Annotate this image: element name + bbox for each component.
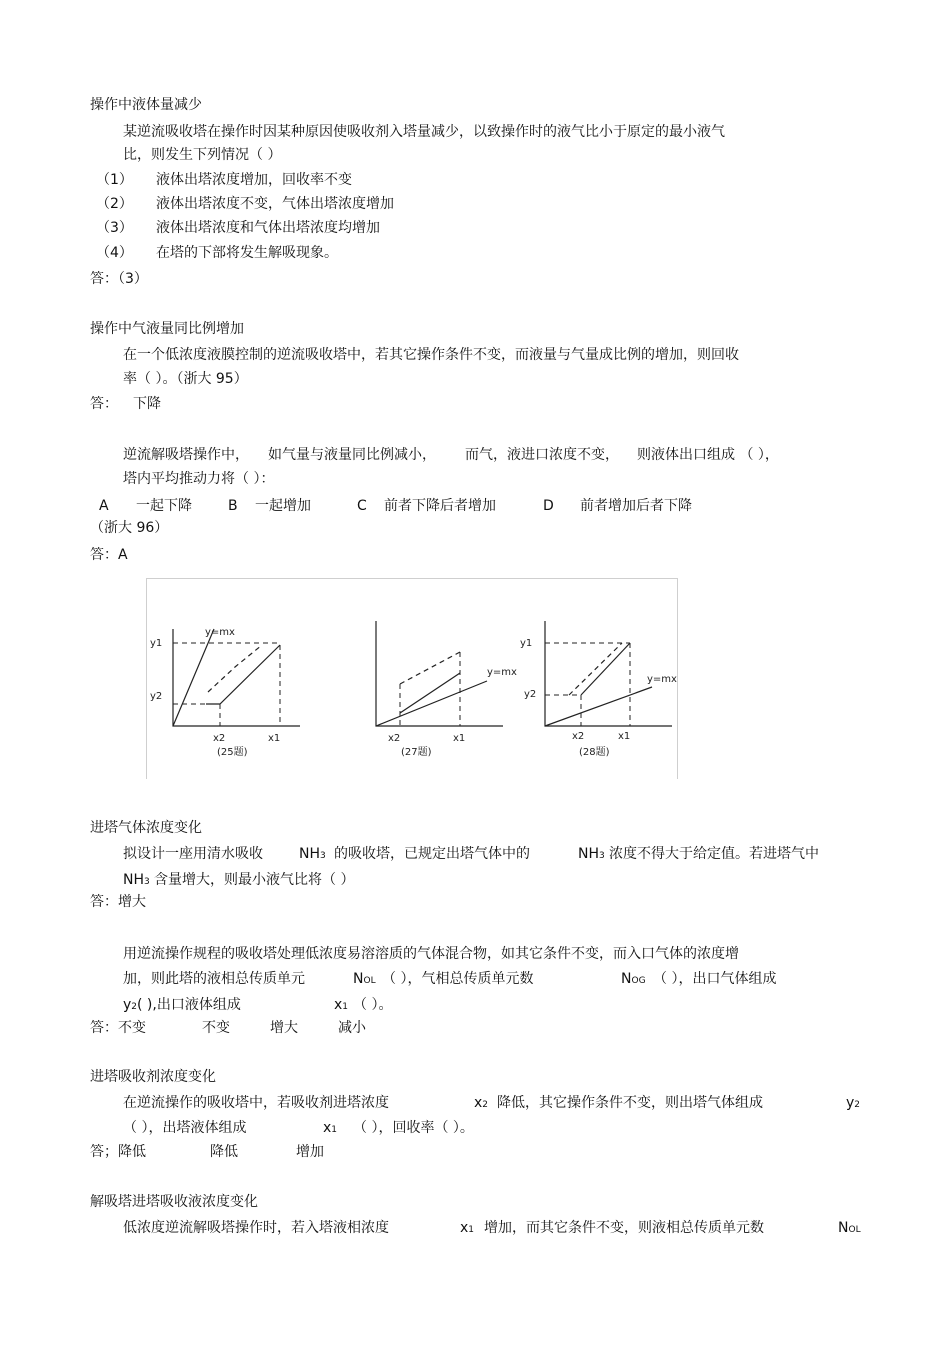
x2-label: x2 (213, 733, 226, 744)
choice-text: 一起增加 (255, 498, 311, 514)
question-text: 用逆流操作规程的吸收塔处理低浓度易溶溶质的气体混合物，如其它条件不变，而入口气体的浓度增 (123, 946, 739, 962)
new-operating-line-28 (569, 643, 622, 695)
choice-text: 一起下降 (136, 498, 192, 514)
new-operating-line-25 (208, 645, 262, 692)
option-text: 液体出塔浓度增加，回收率不变 (156, 172, 352, 188)
equilibrium-label: y=mx (647, 674, 677, 685)
answer-text: 答；降低 (90, 1144, 146, 1160)
question-text: （ ），出口气体组成 (653, 971, 777, 987)
question-text: 在逆流操作的吸收塔中，若吸收剂进塔浓度 (123, 1095, 389, 1111)
equilibrium-label: y=mx (487, 667, 517, 678)
option-number: （4） (96, 245, 133, 261)
question-text: 某逆流吸收塔在操作时因某种原因使吸收剂入塔量减少，以致操作时的液气比小于原定的最小液气 (123, 124, 725, 140)
question-text: 比，则发生下列情况（ ） (123, 147, 282, 163)
question-text: 率（ ）。（浙大 95） (123, 371, 248, 387)
x2-label: x2 (388, 733, 401, 744)
question-text: （ ），回收率（ ）。 (353, 1120, 474, 1136)
question-text: 降低，其它操作条件不变，则出塔气体组成 (497, 1095, 763, 1111)
question-text: 则液体出口组成 （ ）， (637, 447, 779, 463)
figure-caption: (27题) (401, 747, 432, 758)
answer-text: 答：不变 (90, 1020, 146, 1036)
question-text: ( ),出口液体组成 (137, 997, 241, 1013)
question-text: 含量增大，则最小液气比将（ ） (154, 872, 355, 888)
x1-label: x1 (618, 731, 631, 742)
question-text: （ ），出塔液体组成 (123, 1120, 247, 1136)
choice-text: 前者增加后者下降 (580, 498, 692, 514)
equilibrium-line-28 (545, 687, 652, 726)
operating-line-25 (206, 645, 280, 704)
question-text: 如气量与液量同比例减小， (268, 447, 436, 463)
y1-label: y1 (520, 638, 533, 649)
question-text: 加，则此塔的液相总传质单元 (123, 971, 305, 987)
answer-text: 降低 (210, 1144, 238, 1160)
symbol-nog: NOG (621, 971, 646, 987)
symbol-x2: x2 (474, 1095, 489, 1111)
y1-label: y1 (150, 638, 163, 649)
symbol-x1: x1 (323, 1120, 338, 1136)
symbol-x1: x1 (334, 997, 349, 1013)
option-number: （1） (96, 172, 133, 188)
symbol-y2: y2 (846, 1095, 861, 1111)
figure-caption: (28题) (579, 747, 610, 758)
question-text: 增加，而其它条件不变，则液相总传质单元数 (484, 1220, 764, 1236)
formula-nh3: NH3 (578, 846, 605, 862)
option-text: 液体出塔浓度和气体出塔浓度均增加 (156, 220, 380, 236)
section-heading: 操作中液体量减少 (90, 97, 202, 113)
section-heading: 操作中气液量同比例增加 (90, 321, 244, 337)
y2-label: y2 (524, 689, 537, 700)
question-text: （ ），气相总传质单元数 (382, 971, 534, 987)
answer-text: 答：（3） (90, 271, 148, 287)
question-text: （ ）。 (353, 997, 393, 1013)
answer-text: 不变 (202, 1020, 230, 1036)
answer-text: 下降 (133, 396, 161, 412)
question-text: 在一个低浓度液膜控制的逆流吸收塔中，若其它操作条件不变，而液量与气量成比例的增加，则回收 (123, 347, 739, 363)
answer-text: 增加 (296, 1144, 324, 1160)
symbol-y2: y2 (123, 997, 138, 1013)
axes-25 (173, 629, 300, 726)
symbol-nol: NOL (353, 971, 376, 987)
operating-line-28 (581, 643, 630, 695)
option-text: 液体出塔浓度不变，气体出塔浓度增加 (156, 196, 394, 212)
question-text: 逆流解吸塔操作中， (123, 447, 249, 463)
axes-27 (376, 621, 503, 726)
operating-line-figure (146, 578, 678, 779)
choice-text: 前者下降后者增加 (384, 498, 496, 514)
answer-label: 答： (90, 396, 118, 412)
choice-letter: D (543, 498, 554, 514)
figure-caption: (25题) (217, 747, 248, 758)
equilibrium-line-27 (376, 681, 487, 726)
formula-nh3: NH3 (299, 846, 326, 862)
section-heading: 解吸塔进塔吸收液浓度变化 (90, 1194, 258, 1210)
section-heading: 进塔气体浓度变化 (90, 820, 202, 836)
option-number: （2） (96, 196, 133, 212)
section-heading: 进塔吸收剂浓度变化 (90, 1069, 216, 1085)
question-text: 的吸收塔，已规定出塔气体中的 (334, 846, 530, 862)
choice-letter: C (357, 498, 367, 514)
question-text: 低浓度逆流解吸塔操作时，若入塔液相浓度 (123, 1220, 389, 1236)
answer-text: 答：A (90, 547, 128, 563)
question-text: 拟设计一座用清水吸收 (123, 846, 263, 862)
figure-svg (147, 579, 677, 779)
answer-text: 减小 (338, 1020, 366, 1036)
answer-text: 答：增大 (90, 894, 146, 910)
y2-label: y2 (150, 691, 163, 702)
x2-label: x2 (572, 731, 585, 742)
question-text: 塔内平均推动力将（ ）： (123, 471, 275, 487)
x1-label: x1 (268, 733, 281, 744)
choice-letter: A (99, 498, 109, 514)
option-number: （3） (96, 220, 133, 236)
symbol-x1: x1 (460, 1220, 475, 1236)
formula-nh3: NH3 (123, 872, 150, 888)
question-text: 而气，液进口浓度不变， (465, 447, 619, 463)
question-text: 浓度不得大于给定值。若进塔气中 (609, 846, 819, 862)
option-text: 在塔的下部将发生解吸现象。 (156, 245, 338, 261)
equilibrium-label: y=mx (205, 627, 235, 638)
equilibrium-line-25 (173, 629, 214, 726)
symbol-nol: NOL (838, 1220, 861, 1236)
x1-label: x1 (453, 733, 466, 744)
source-note: （浙大 96） (90, 520, 169, 536)
answer-text: 增大 (270, 1020, 298, 1036)
choice-letter: B (228, 498, 238, 514)
